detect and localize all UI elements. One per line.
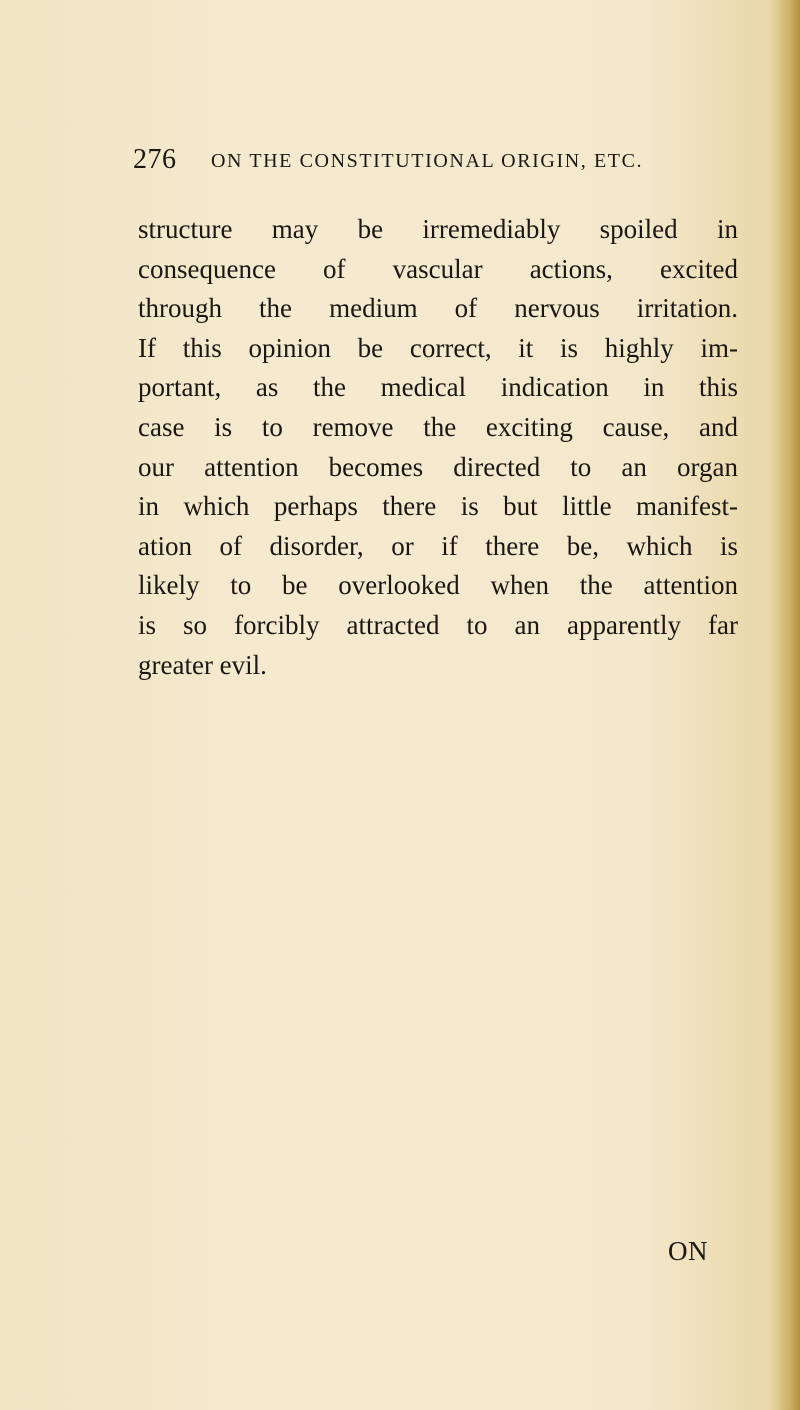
text-line: is so forcibly attracted to an apparently far <box>138 609 738 640</box>
text-line: in which perhaps there is but little manifest- <box>138 491 738 522</box>
text-line: ation of disorder, or if there be, which is <box>138 530 738 561</box>
running-head <box>133 144 693 184</box>
text-line-last: greater evil. <box>138 649 267 680</box>
catchword: ON <box>668 1236 708 1266</box>
text-line: likely to be overlooked when the attention <box>138 570 738 601</box>
page-edge-shadow <box>778 0 800 1410</box>
running-title: ON THE CONSTITUTIONAL ORIGIN, ETC. <box>211 150 644 172</box>
text-line: If this opinion be correct, it is highly im- <box>138 332 738 363</box>
text-line: portant, as the medical indication in this <box>138 372 738 403</box>
text-line: consequence of vascular actions, excited <box>138 253 738 284</box>
page-number: 276 <box>133 144 177 175</box>
body-text <box>138 210 738 685</box>
text-line: through the medium of nervous irritation. <box>138 293 738 324</box>
text-line: structure may be irremediably spoiled in <box>138 214 738 244</box>
text-line: our attention becomes directed to an organ <box>138 451 738 482</box>
text-line: case is to remove the exciting cause, and <box>138 411 738 442</box>
